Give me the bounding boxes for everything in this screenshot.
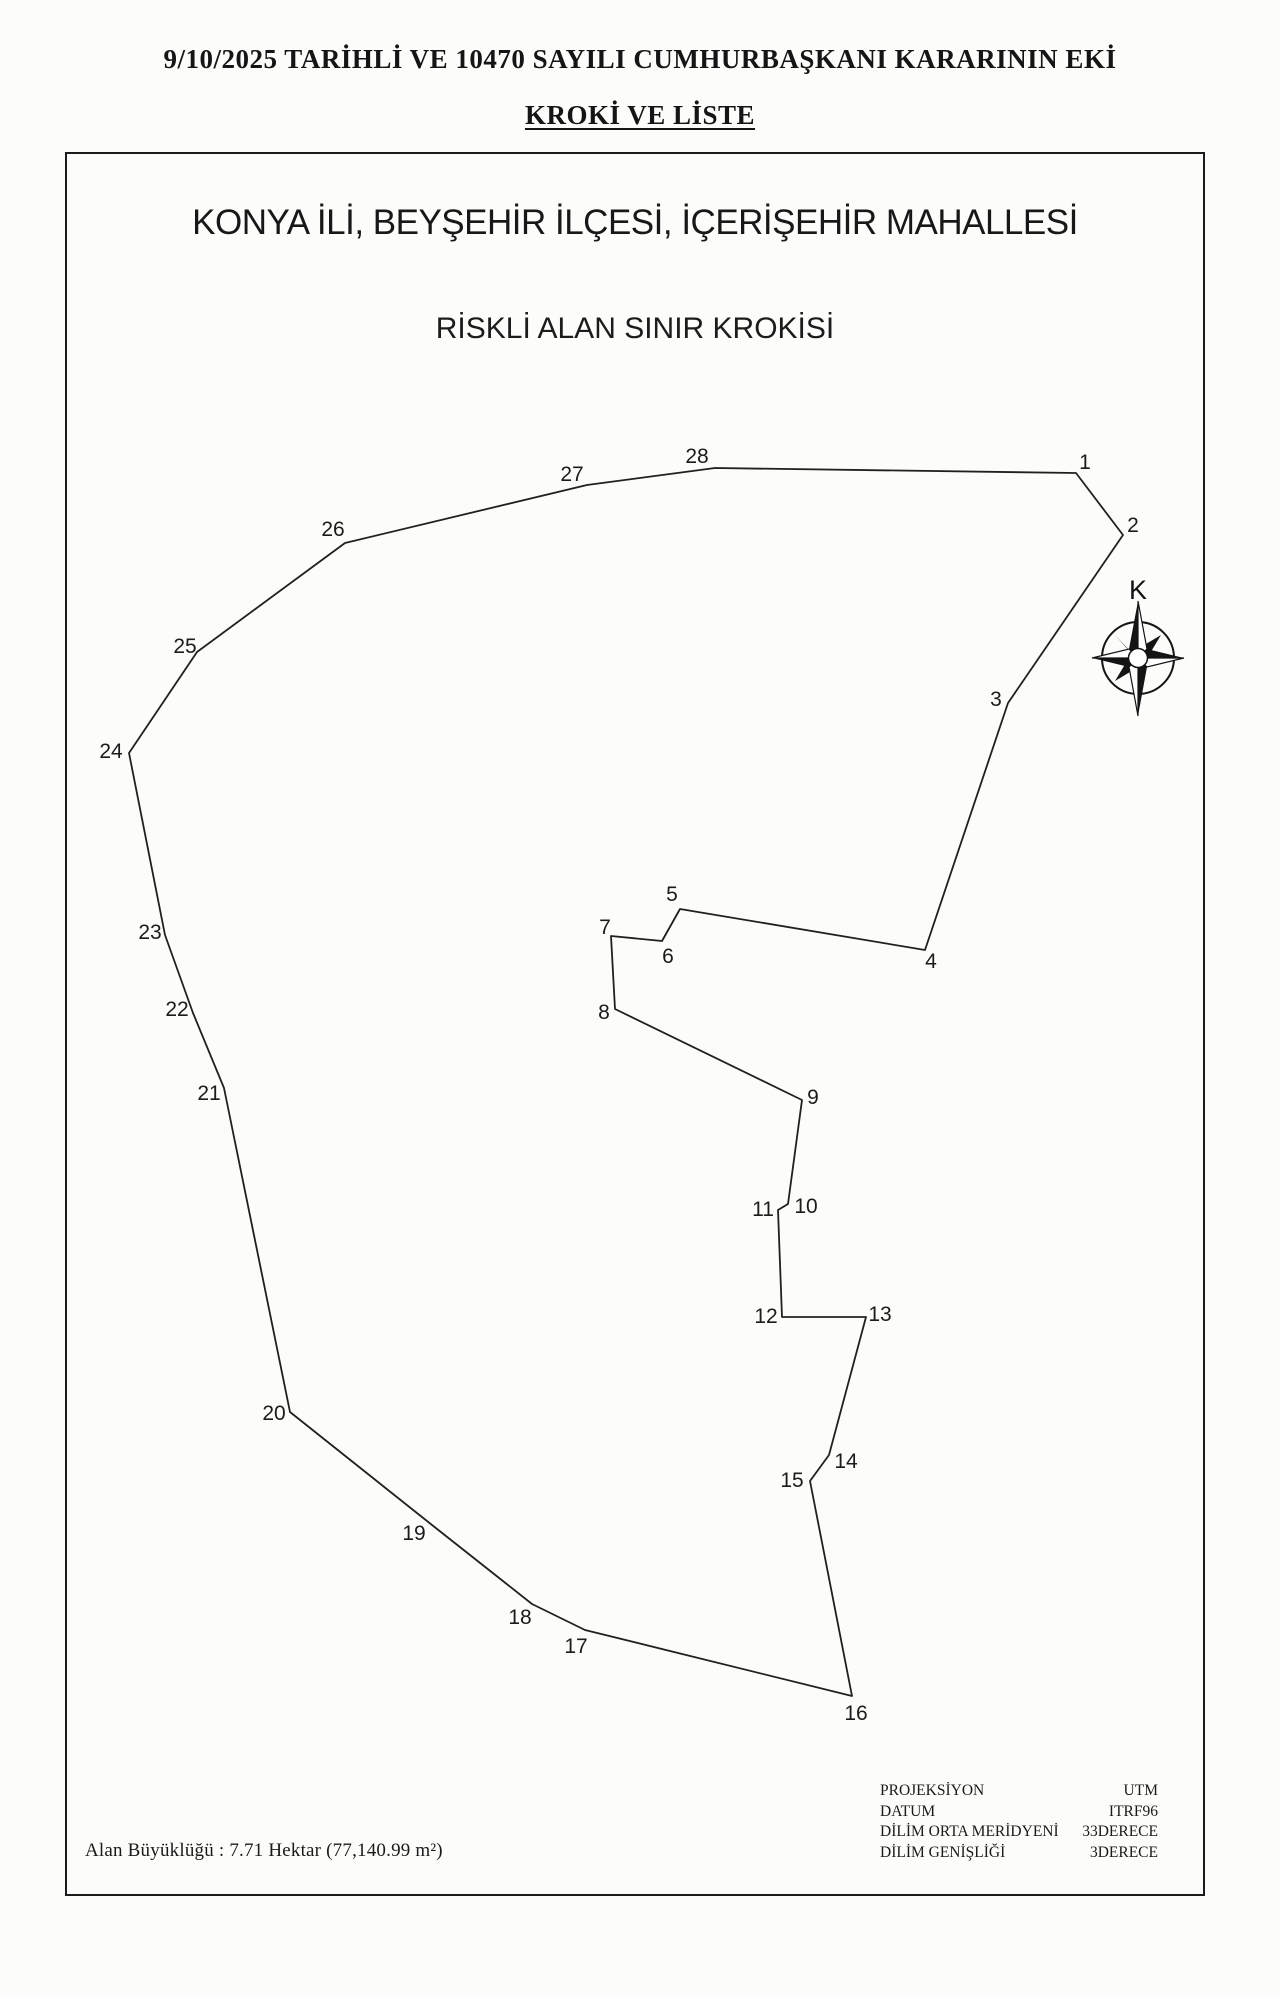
vertex-label-5: 5 — [666, 883, 678, 906]
vertex-label-24: 24 — [99, 740, 123, 763]
risk-area-boundary-polygon — [129, 468, 1123, 1696]
vertex-label-4: 4 — [925, 950, 937, 973]
vertex-label-1: 1 — [1079, 451, 1091, 474]
compass-rose-icon — [1092, 575, 1184, 716]
projection-value: UTM — [1123, 1782, 1158, 1799]
vertex-label-26: 26 — [321, 518, 345, 541]
vertex-label-28: 28 — [685, 445, 709, 468]
zone-width-value: 3DERECE — [1089, 1843, 1158, 1861]
vertex-label-23: 23 — [138, 921, 162, 944]
vertex-label-10: 10 — [794, 1195, 818, 1218]
central-meridian-value: 33DERECE — [1082, 1823, 1158, 1840]
vertex-label-8: 8 — [598, 1001, 610, 1024]
north-letter: K — [1128, 575, 1148, 605]
zone-width-label: DİLİM GENİŞLİĞİ — [880, 1843, 1006, 1861]
vertex-label-11: 11 — [752, 1198, 774, 1221]
central-meridian-row — [880, 1822, 1158, 1843]
sketch-subtitle: RİSKLİ ALAN SINIR KROKİSİ — [435, 312, 835, 345]
vertex-label-27: 27 — [560, 463, 584, 486]
location-title: KONYA İLİ, BEYŞEHİR İLÇESİ, İÇERİŞEHİR MAHALLESİ — [192, 203, 1078, 242]
vertex-label-16: 16 — [844, 1702, 868, 1725]
vertex-label-3: 3 — [990, 688, 1002, 711]
vertex-label-22: 22 — [165, 998, 189, 1021]
annex-title: KROKİ VE LİSTE — [524, 100, 756, 130]
vertex-label-20: 20 — [262, 1402, 286, 1425]
vertex-label-18: 18 — [508, 1606, 532, 1629]
datum-value: ITRF96 — [1108, 1802, 1158, 1820]
zone-width-row — [880, 1843, 1158, 1864]
vertex-label-13: 13 — [868, 1303, 892, 1326]
vertex-label-2: 2 — [1127, 514, 1139, 537]
vertex-label-6: 6 — [662, 945, 674, 968]
vertex-label-12: 12 — [754, 1305, 778, 1328]
vertex-label-7: 7 — [599, 916, 611, 939]
datum-label: DATUM — [880, 1802, 936, 1820]
decree-header-line: 9/10/2025 TARİHLİ VE 10470 SAYILI CUMHURBAŞKANI KARARININ EKİ — [163, 44, 1117, 74]
vertex-label-19: 19 — [402, 1522, 426, 1545]
vertex-labels-group — [99, 445, 1139, 1725]
projection-label: PROJEKSİYON — [880, 1782, 985, 1799]
vertex-label-14: 14 — [834, 1450, 858, 1473]
vertex-label-9: 9 — [807, 1086, 819, 1109]
vertex-label-15: 15 — [780, 1469, 804, 1492]
projection-info-block — [880, 1781, 1158, 1863]
vertex-label-25: 25 — [173, 635, 197, 658]
projection-row — [880, 1802, 1158, 1823]
vertex-label-21: 21 — [197, 1082, 221, 1105]
central-meridian-label: DİLİM ORTA MERİDYENİ — [880, 1823, 1059, 1840]
area-size-label: Alan Büyüklüğü : 7.71 Hektar (77,140.99 m²) — [85, 1840, 443, 1861]
projection-row — [880, 1781, 1158, 1802]
vertex-label-17: 17 — [564, 1635, 588, 1658]
